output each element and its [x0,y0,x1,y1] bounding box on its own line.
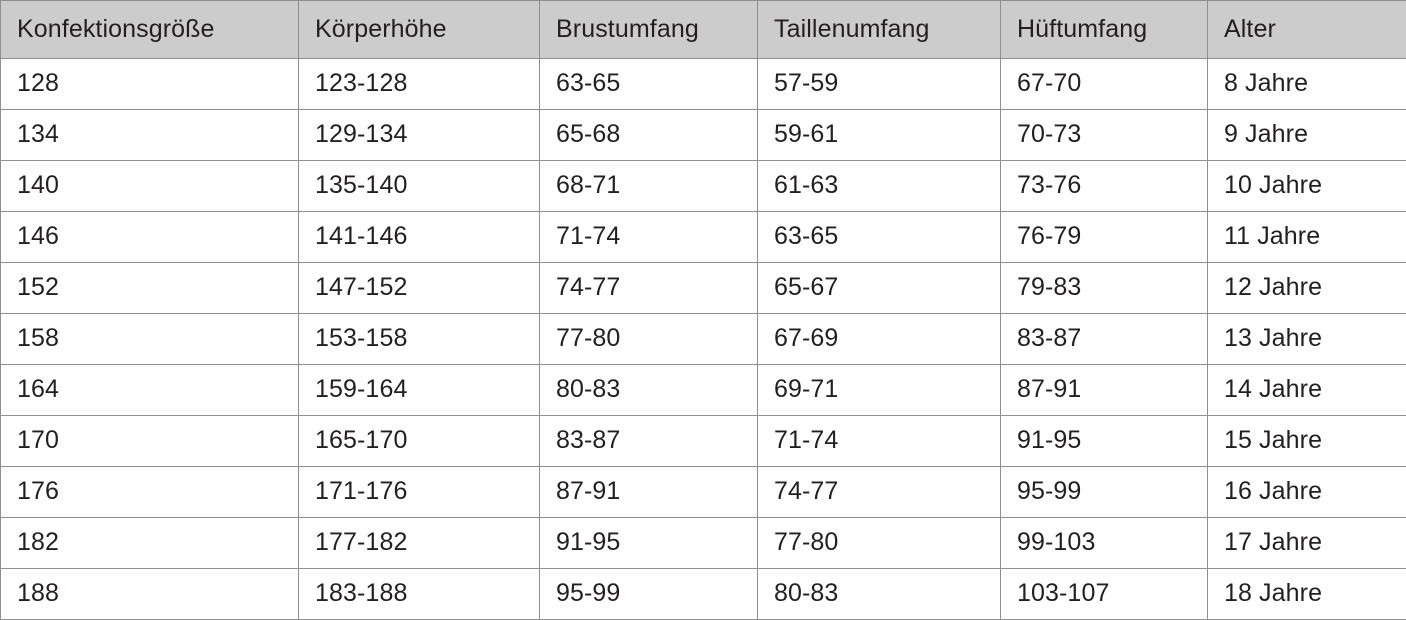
cell-brustumfang: 87-91 [540,467,758,518]
cell-koerperhoehe: 153-158 [299,314,540,365]
table-header [1,1,1406,59]
cell-hueftumfang: 87-91 [1001,365,1208,416]
cell-hueftumfang: 67-70 [1001,59,1208,110]
cell-hueftumfang: 83-87 [1001,314,1208,365]
cell-taillenumfang: 74-77 [758,467,1001,518]
cell-konfektionsgroesse: 158 [1,314,299,365]
cell-alter: 9 Jahre [1208,110,1406,161]
header-row [1,1,1406,59]
cell-koerperhoehe: 147-152 [299,263,540,314]
cell-hueftumfang: 79-83 [1001,263,1208,314]
cell-brustumfang: 83-87 [540,416,758,467]
cell-koerperhoehe: 135-140 [299,161,540,212]
cell-brustumfang: 80-83 [540,365,758,416]
cell-brustumfang: 91-95 [540,518,758,569]
table-row [1,110,1406,161]
cell-hueftumfang: 99-103 [1001,518,1208,569]
cell-konfektionsgroesse: 134 [1,110,299,161]
cell-alter: 15 Jahre [1208,416,1406,467]
cell-konfektionsgroesse: 152 [1,263,299,314]
cell-taillenumfang: 77-80 [758,518,1001,569]
cell-konfektionsgroesse: 128 [1,59,299,110]
column-header-hueftumfang: Hüftumfang [1001,1,1208,59]
table-row [1,59,1406,110]
table-row [1,416,1406,467]
column-header-koerperhoehe: Körperhöhe [299,1,540,59]
cell-konfektionsgroesse: 188 [1,569,299,620]
table-row [1,467,1406,518]
cell-konfektionsgroesse: 182 [1,518,299,569]
cell-taillenumfang: 80-83 [758,569,1001,620]
cell-alter: 13 Jahre [1208,314,1406,365]
cell-alter: 17 Jahre [1208,518,1406,569]
cell-taillenumfang: 61-63 [758,161,1001,212]
table-row [1,365,1406,416]
cell-alter: 11 Jahre [1208,212,1406,263]
table-row [1,518,1406,569]
cell-brustumfang: 65-68 [540,110,758,161]
cell-koerperhoehe: 171-176 [299,467,540,518]
cell-hueftumfang: 103-107 [1001,569,1208,620]
table-body [1,59,1406,620]
cell-konfektionsgroesse: 146 [1,212,299,263]
cell-taillenumfang: 59-61 [758,110,1001,161]
cell-alter: 14 Jahre [1208,365,1406,416]
cell-brustumfang: 71-74 [540,212,758,263]
cell-konfektionsgroesse: 140 [1,161,299,212]
cell-brustumfang: 63-65 [540,59,758,110]
table-row [1,569,1406,620]
cell-taillenumfang: 71-74 [758,416,1001,467]
table-row [1,314,1406,365]
cell-koerperhoehe: 183-188 [299,569,540,620]
cell-brustumfang: 95-99 [540,569,758,620]
cell-alter: 8 Jahre [1208,59,1406,110]
cell-alter: 12 Jahre [1208,263,1406,314]
cell-koerperhoehe: 177-182 [299,518,540,569]
cell-hueftumfang: 70-73 [1001,110,1208,161]
cell-taillenumfang: 57-59 [758,59,1001,110]
cell-konfektionsgroesse: 164 [1,365,299,416]
cell-hueftumfang: 91-95 [1001,416,1208,467]
cell-hueftumfang: 76-79 [1001,212,1208,263]
cell-taillenumfang: 67-69 [758,314,1001,365]
cell-koerperhoehe: 141-146 [299,212,540,263]
cell-koerperhoehe: 129-134 [299,110,540,161]
cell-hueftumfang: 95-99 [1001,467,1208,518]
column-header-taillenumfang: Taillenumfang [758,1,1001,59]
cell-taillenumfang: 65-67 [758,263,1001,314]
cell-konfektionsgroesse: 170 [1,416,299,467]
column-header-konfektionsgroesse: Konfektionsgröße [1,1,299,59]
cell-brustumfang: 74-77 [540,263,758,314]
cell-brustumfang: 68-71 [540,161,758,212]
table-row [1,212,1406,263]
cell-koerperhoehe: 165-170 [299,416,540,467]
cell-alter: 10 Jahre [1208,161,1406,212]
cell-taillenumfang: 63-65 [758,212,1001,263]
cell-taillenumfang: 69-71 [758,365,1001,416]
cell-koerperhoehe: 123-128 [299,59,540,110]
column-header-brustumfang: Brustumfang [540,1,758,59]
cell-alter: 18 Jahre [1208,569,1406,620]
cell-konfektionsgroesse: 176 [1,467,299,518]
cell-hueftumfang: 73-76 [1001,161,1208,212]
cell-koerperhoehe: 159-164 [299,365,540,416]
column-header-alter: Alter [1208,1,1406,59]
table-row [1,161,1406,212]
table-row [1,263,1406,314]
cell-alter: 16 Jahre [1208,467,1406,518]
cell-brustumfang: 77-80 [540,314,758,365]
